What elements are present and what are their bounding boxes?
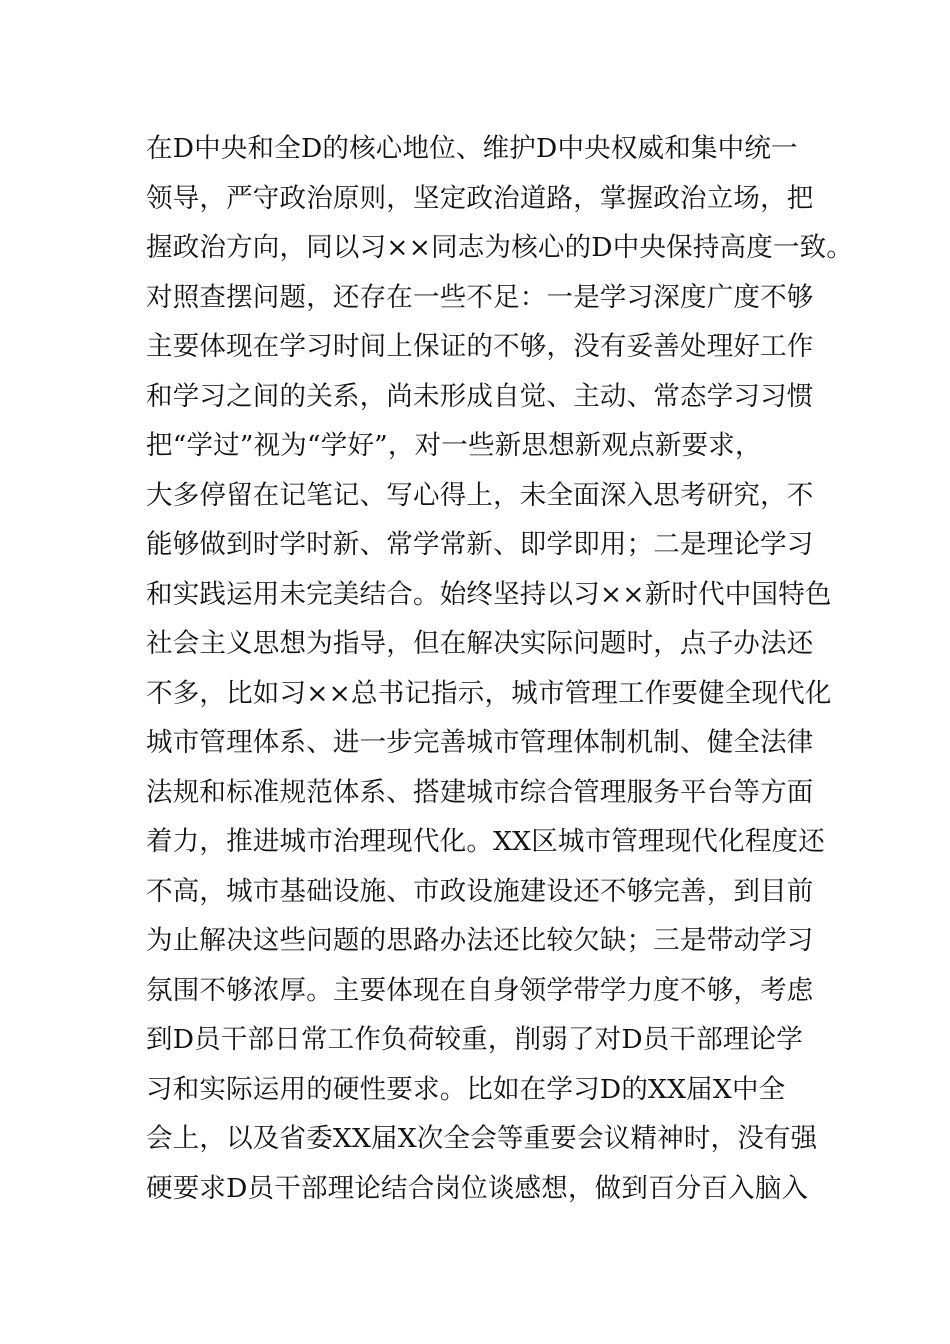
text-line: 不多，比如习××总书记指示，城市管理工作要健全现代化: [146, 677, 832, 709]
text-line: 在D中央和全D的核心地位、维护D中央权威和集中统一: [146, 133, 798, 164]
text-line: 和实践运用未完美结合。始终坚持以习××新时代中国特色: [146, 578, 832, 610]
body-paragraph: [146, 124, 854, 1213]
text-line: 不高，城市基础设施、市政设施建设还不够完善，到目前: [146, 875, 814, 907]
text-line: 社会主义思想为指导，但在解决实际问题时，点子办法还: [146, 628, 814, 659]
text-line: 能够做到时学时新、常学常新、即学即用；二是理论学习: [146, 529, 814, 560]
text-line: 习和实际运用的硬性要求。比如在学习D的XX届X中全: [146, 1073, 786, 1105]
text-line: 硬要求D员干部理论结合岗位谈感想，做到百分百入脑入: [146, 1172, 809, 1204]
text-line: 着力，推进城市治理现代化。XX区城市管理现代化程度还: [146, 826, 825, 857]
text-line: 到D员干部日常工作负荷较重，削弱了对D员干部理论学: [146, 1024, 803, 1055]
text-line: 大多停留在记笔记、写心得上，未全面深入思考研究，不: [146, 479, 814, 511]
text-line: 为止解决这些问题的思路办法还比较欠缺；三是带动学习: [146, 925, 814, 956]
text-line: 对照查摆问题，还存在一些不足：一是学习深度广度不够: [146, 281, 814, 313]
text-line: 握政治方向，同以习××同志为核心的D中央保持高度一致。: [146, 232, 854, 263]
text-line: 氛围不够浓厚。主要体现在自身领学带学力度不够，考虑: [146, 974, 814, 1006]
text-line: 法规和标准规范体系、搭建城市综合管理服务平台等方面: [146, 776, 814, 808]
text-line: 城市管理体系、进一步完善城市管理体制机制、健全法律: [146, 727, 814, 758]
text-line: 和学习之间的关系，尚未形成自觉、主动、常态学习习惯: [146, 380, 814, 412]
text-line: 主要体现在学习时间上保证的不够，没有妥善处理好工作: [146, 331, 814, 362]
text-line: 领导，严守政治原则，坚定政治道路，掌握政治立场，把: [146, 182, 814, 214]
text-line: 把“学过”视为“学好”，对一些新思想新观点新要求，: [146, 430, 762, 461]
text-line: 会上，以及省委XX届X次全会等重要会议精神时，没有强: [146, 1123, 818, 1154]
